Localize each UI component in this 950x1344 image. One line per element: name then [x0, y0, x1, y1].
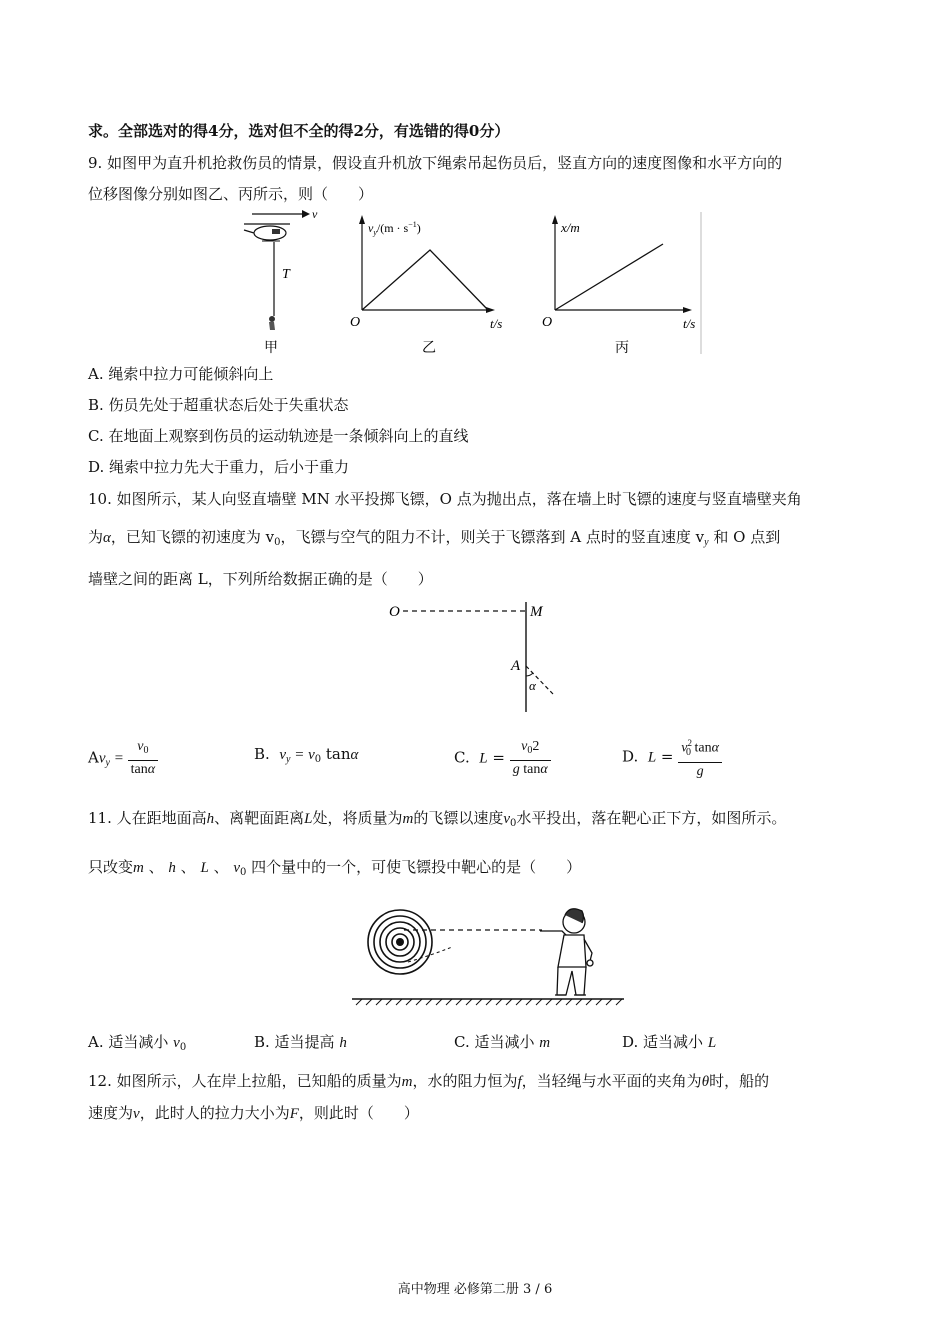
- point-a-label: A: [511, 658, 521, 674]
- caption-jia: 甲: [264, 341, 278, 356]
- angle-alpha-label: α: [529, 678, 536, 693]
- q9-option-c: C. 在地面上观察到伤员的运动轨迹是一条倾斜向上的直线: [88, 427, 469, 445]
- q10-stem-line1: 10. 如图所示，某人向竖直墙壁 MN 水平投掷飞镖，O 点为抛出点，落在墙上时飞镖的速度与竖直墙壁夹角: [88, 490, 802, 508]
- q12-stem-line2: 速度为v，此时人的拉力大小为F，则此时（ ）: [88, 1104, 419, 1122]
- y-axis-label: x/m: [561, 220, 580, 235]
- instruction-line: 求。全部选对的得4分，选对但不全的得2分，有选错的得0分）: [88, 122, 510, 140]
- page-footer: 高中物理 必修第二册 3 / 6: [397, 1282, 553, 1297]
- q11-option-b: B. 适当提高 h: [254, 1033, 347, 1051]
- target-icon: [368, 910, 432, 974]
- q10-option-d: D. L = $\frac{v^2_0 \tan\alpha}{g}$: [622, 734, 722, 781]
- y-axis-label: $v_y/(m \cdot s^{-1})$: [368, 220, 421, 237]
- q9-stem-line2: 位移图像分别如图乙、丙所示，则（ ）: [88, 185, 374, 203]
- q10-option-c: C. L = $\frac{v_02}{\text{g tanα}}$: [454, 738, 551, 779]
- caption-bing: 丙: [615, 341, 629, 356]
- q11-option-a: A. 适当减小 $v_0$: [88, 1033, 187, 1053]
- caption-yi: 乙: [422, 341, 436, 356]
- point-m-label: M: [530, 604, 543, 620]
- q10-option-b: B. $v_y = v_0$ tanα: [254, 745, 359, 765]
- q9-figure-yi: [340, 212, 520, 362]
- q9-option-d: D. 绳索中拉力先大于重力，后小于重力: [88, 458, 350, 476]
- tension-label: T: [282, 267, 290, 282]
- q12-stem-line1: 12. 如图所示，人在岸上拉船，已知船的质量为m，水的阻力恒为f，当轻绳与水平面的夹角为θ时，船的: [88, 1072, 770, 1090]
- x-axis-label: t/s: [490, 316, 503, 331]
- q10-stem-line2: 为α，已知飞镖的初速度为 $v_0$，飞镖与空气的阻力不计，则关于飞镖落到 A 点时的竖直速度 $v_y$ 和 O 点到: [88, 528, 781, 548]
- q10-option-a: $Av_y$ = $\frac{v_0}{\tan\alpha}$: [88, 738, 158, 779]
- x-axis-label: t/s: [683, 316, 696, 331]
- q11-stem-line1: 11. 人在距地面高h、离靶面距离L处，将质量为m的飞镖以速度$v_0$水平投出，落在靶心正下方，如图所示。: [88, 809, 787, 829]
- q9-figure-jia: [240, 208, 320, 360]
- q9-option-a: A. 绳索中拉力可能倾斜向上: [88, 365, 274, 383]
- q9-figure-bing: [535, 212, 710, 362]
- q11-option-d: D. 适当减小 L: [622, 1033, 717, 1051]
- point-o-label: O: [389, 604, 400, 620]
- origin-label: O: [350, 315, 361, 330]
- velocity-label: v: [312, 208, 318, 221]
- q11-option-c: C. 适当减小 m: [454, 1033, 551, 1051]
- q11-stem-line2: 只改变m 、 h 、 L 、 $v_0$ 四个量中的一个，可使飞镖投中靶心的是（ ）: [88, 858, 582, 878]
- q9-stem-line1: 9. 如图甲为直升机抢救伤员的情景，假设直升机放下绳索吊起伤员后，竖直方向的速度图像和水平方向的: [88, 154, 783, 172]
- origin-label: O: [542, 315, 553, 330]
- q10-stem-line3: 墙壁之间的距离 L，下列所给数据正确的是（ ）: [88, 570, 433, 588]
- thrower-person-icon: [540, 909, 593, 995]
- q11-figure: [352, 895, 624, 1011]
- q9-option-b: B. 伤员先处于超重状态后处于失重状态: [88, 396, 349, 414]
- q10-figure: [385, 596, 565, 716]
